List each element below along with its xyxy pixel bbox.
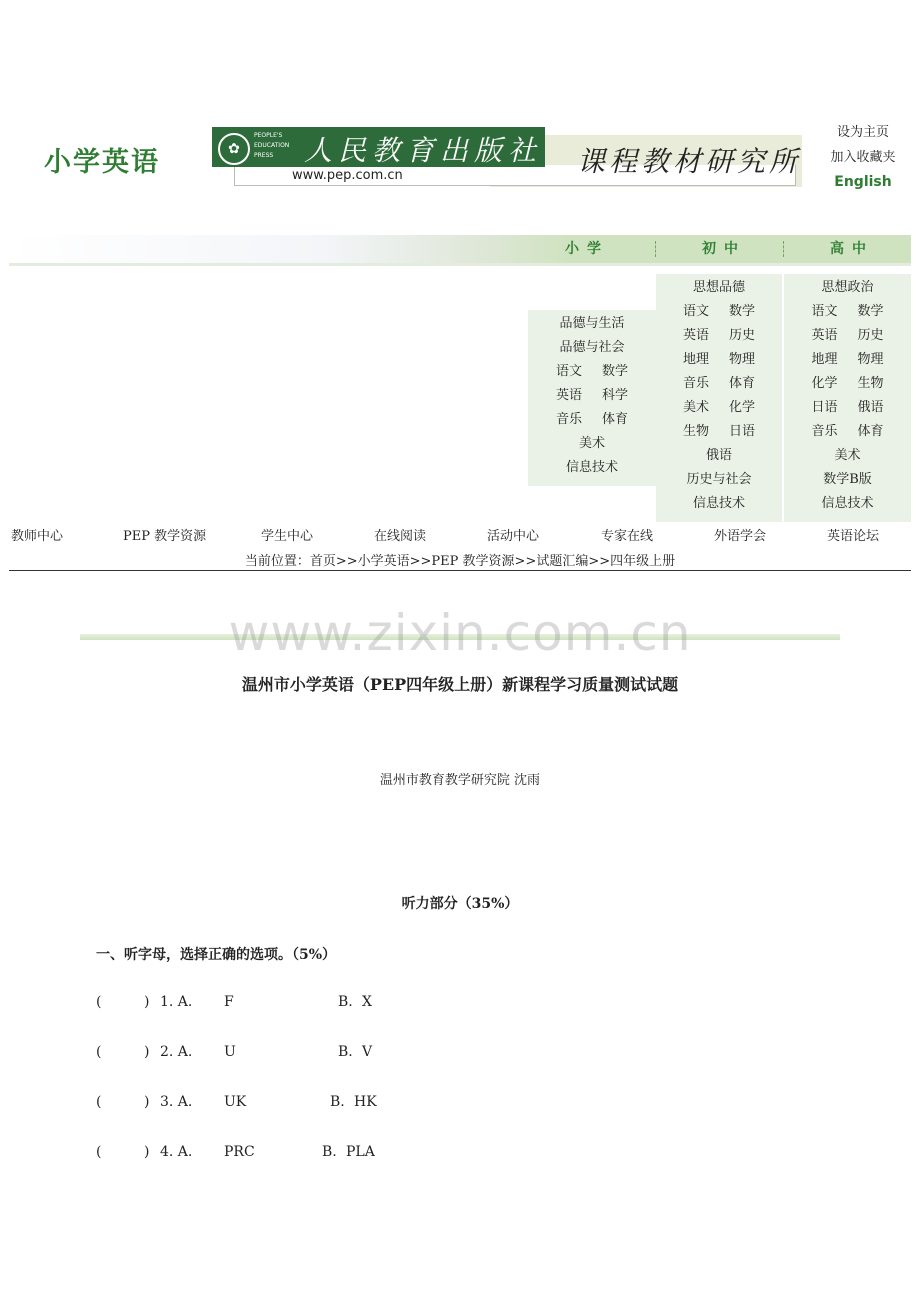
- option-b: X: [362, 994, 372, 1010]
- subject-link[interactable]: 数学: [602, 364, 629, 379]
- junior-subject-menu: [656, 274, 782, 522]
- tab-primary[interactable]: 小学: [565, 241, 609, 257]
- tab-separator: [655, 241, 656, 257]
- nav-pep-resources[interactable]: PEP 教学资源: [123, 529, 207, 544]
- main-nav: [0, 521, 920, 545]
- subject-link[interactable]: 信息技术: [565, 460, 618, 475]
- subject-link[interactable]: 俄语: [857, 400, 884, 415]
- subject-link[interactable]: 物理: [729, 352, 756, 367]
- tab-junior[interactable]: 初中: [702, 241, 746, 257]
- question-number: 1. A.: [160, 994, 193, 1010]
- subject-link[interactable]: 日语: [811, 400, 838, 415]
- option-b-label: B.: [338, 1044, 353, 1060]
- publisher-banner[interactable]: [212, 127, 802, 187]
- subject-link[interactable]: 数学: [729, 304, 756, 319]
- nav-activity-center[interactable]: 活动中心: [487, 529, 540, 544]
- document-author: 温州市教育教学研究院 沈雨: [379, 773, 541, 788]
- subject-link[interactable]: 语文: [555, 364, 582, 379]
- breadcrumb[interactable]: 当前位置：首页>>小学英语>>PEP 教学资源>>试题汇编>>四年级上册: [244, 554, 676, 569]
- subject-link[interactable]: 美术: [682, 400, 709, 415]
- subject-link[interactable]: 信息技术: [821, 496, 874, 511]
- answer-paren-open: (: [96, 1144, 102, 1160]
- answer-paren-open: (: [96, 1044, 102, 1060]
- senior-subject-menu: [784, 274, 911, 522]
- question-number: 4. A.: [160, 1144, 193, 1160]
- answer-paren-close: ): [144, 994, 150, 1010]
- subject-link[interactable]: 地理: [682, 352, 709, 367]
- subject-link[interactable]: 物理: [857, 352, 884, 367]
- watermark: www.zixin.com.cn: [228, 604, 692, 662]
- answer-paren-open: (: [96, 994, 102, 1010]
- nav-student-center[interactable]: 学生中心: [261, 529, 314, 544]
- tab-separator: [783, 241, 784, 257]
- option-a: UK: [224, 1094, 247, 1110]
- subject-link[interactable]: 生物: [682, 424, 709, 439]
- question-group-title: 一、听字母，选择正确的选项。（5%）: [96, 947, 337, 963]
- subject-link[interactable]: 体育: [729, 376, 756, 391]
- subject-link[interactable]: 英语: [811, 328, 838, 343]
- pep-logo-icon: ✿: [218, 133, 250, 165]
- option-b-label: B.: [338, 994, 353, 1010]
- section-title: 听力部分（35%）: [401, 896, 519, 912]
- subject-link[interactable]: 日语: [729, 424, 756, 439]
- nav-online-reading[interactable]: 在线阅读: [374, 529, 427, 544]
- publisher-name: 人民教育出版社: [304, 134, 543, 167]
- question-number: 3. A.: [160, 1094, 193, 1110]
- option-a: F: [224, 994, 234, 1010]
- answer-paren-open: (: [96, 1094, 102, 1110]
- option-a: PRC: [224, 1144, 255, 1160]
- banner-url: www.pep.com.cn: [292, 168, 403, 183]
- answer-paren-close: ): [144, 1144, 150, 1160]
- subject-link[interactable]: 音乐: [811, 424, 838, 439]
- answer-paren-close: ): [144, 1094, 150, 1110]
- option-b: V: [362, 1044, 373, 1060]
- nav-english-forum[interactable]: 英语论坛: [827, 529, 880, 544]
- subject-link[interactable]: 数学: [857, 304, 884, 319]
- subject-link[interactable]: 信息技术: [692, 496, 745, 511]
- subject-link[interactable]: 体育: [857, 424, 884, 439]
- subject-link[interactable]: 化学: [729, 400, 756, 415]
- institute-name: 课程教材研究所: [577, 145, 802, 178]
- publisher-english-name: PEOPLE'S EDUCATION PRESS: [254, 132, 290, 159]
- subject-link[interactable]: 科学: [602, 388, 629, 403]
- banner-green-block: [212, 127, 545, 167]
- set-homepage-link[interactable]: 设为主页: [836, 125, 889, 140]
- nav-teacher-center[interactable]: 教师中心: [11, 529, 64, 544]
- subject-link[interactable]: 思想政治: [821, 280, 874, 295]
- top-links: [820, 120, 906, 195]
- level-navbar: [9, 235, 911, 266]
- document-title: 温州市小学英语（PEP四年级上册）新课程学习质量测试试题: [241, 675, 679, 694]
- subject-link[interactable]: 美术: [578, 436, 605, 451]
- subject-link[interactable]: 历史: [729, 328, 756, 343]
- subject-link[interactable]: 美术: [834, 448, 861, 463]
- subject-link[interactable]: 体育: [602, 412, 629, 427]
- tab-senior[interactable]: 高中: [830, 241, 874, 257]
- add-favorites-link[interactable]: 加入收藏夹: [830, 150, 896, 165]
- answer-paren-close: ): [144, 1044, 150, 1060]
- subject-link[interactable]: 生物: [857, 376, 884, 391]
- subject-link[interactable]: 英语: [555, 388, 582, 403]
- subject-link[interactable]: 数学B版: [823, 472, 872, 487]
- question-number: 2. A.: [160, 1044, 193, 1060]
- nav-expert-online[interactable]: 专家在线: [601, 529, 654, 544]
- english-link[interactable]: English: [834, 174, 892, 190]
- subject-link[interactable]: 英语: [682, 328, 709, 343]
- option-b: HK: [354, 1094, 377, 1110]
- subject-link[interactable]: 语文: [682, 304, 709, 319]
- subject-link[interactable]: 音乐: [555, 412, 582, 427]
- subject-link[interactable]: 地理: [811, 352, 838, 367]
- subject-link[interactable]: 语文: [811, 304, 838, 319]
- primary-subject-menu: [528, 310, 656, 486]
- option-b-label: B.: [322, 1144, 337, 1160]
- option-b: PLA: [346, 1144, 375, 1160]
- divider: [9, 570, 911, 571]
- option-a: U: [224, 1044, 236, 1060]
- subject-link[interactable]: 音乐: [682, 376, 709, 391]
- subject-link[interactable]: 思想品德: [692, 280, 745, 295]
- subject-link[interactable]: 品德与生活: [559, 316, 625, 331]
- subject-link[interactable]: 历史与社会: [686, 472, 752, 487]
- subject-link[interactable]: 俄语: [705, 448, 732, 463]
- nav-foreign-language-society[interactable]: 外语学会: [714, 529, 767, 544]
- option-b-label: B.: [330, 1094, 345, 1110]
- subject-link[interactable]: 化学: [811, 376, 838, 391]
- subject-link[interactable]: 品德与社会: [559, 340, 625, 355]
- subject-link[interactable]: 历史: [857, 328, 884, 343]
- site-title: 小学英语: [44, 147, 160, 178]
